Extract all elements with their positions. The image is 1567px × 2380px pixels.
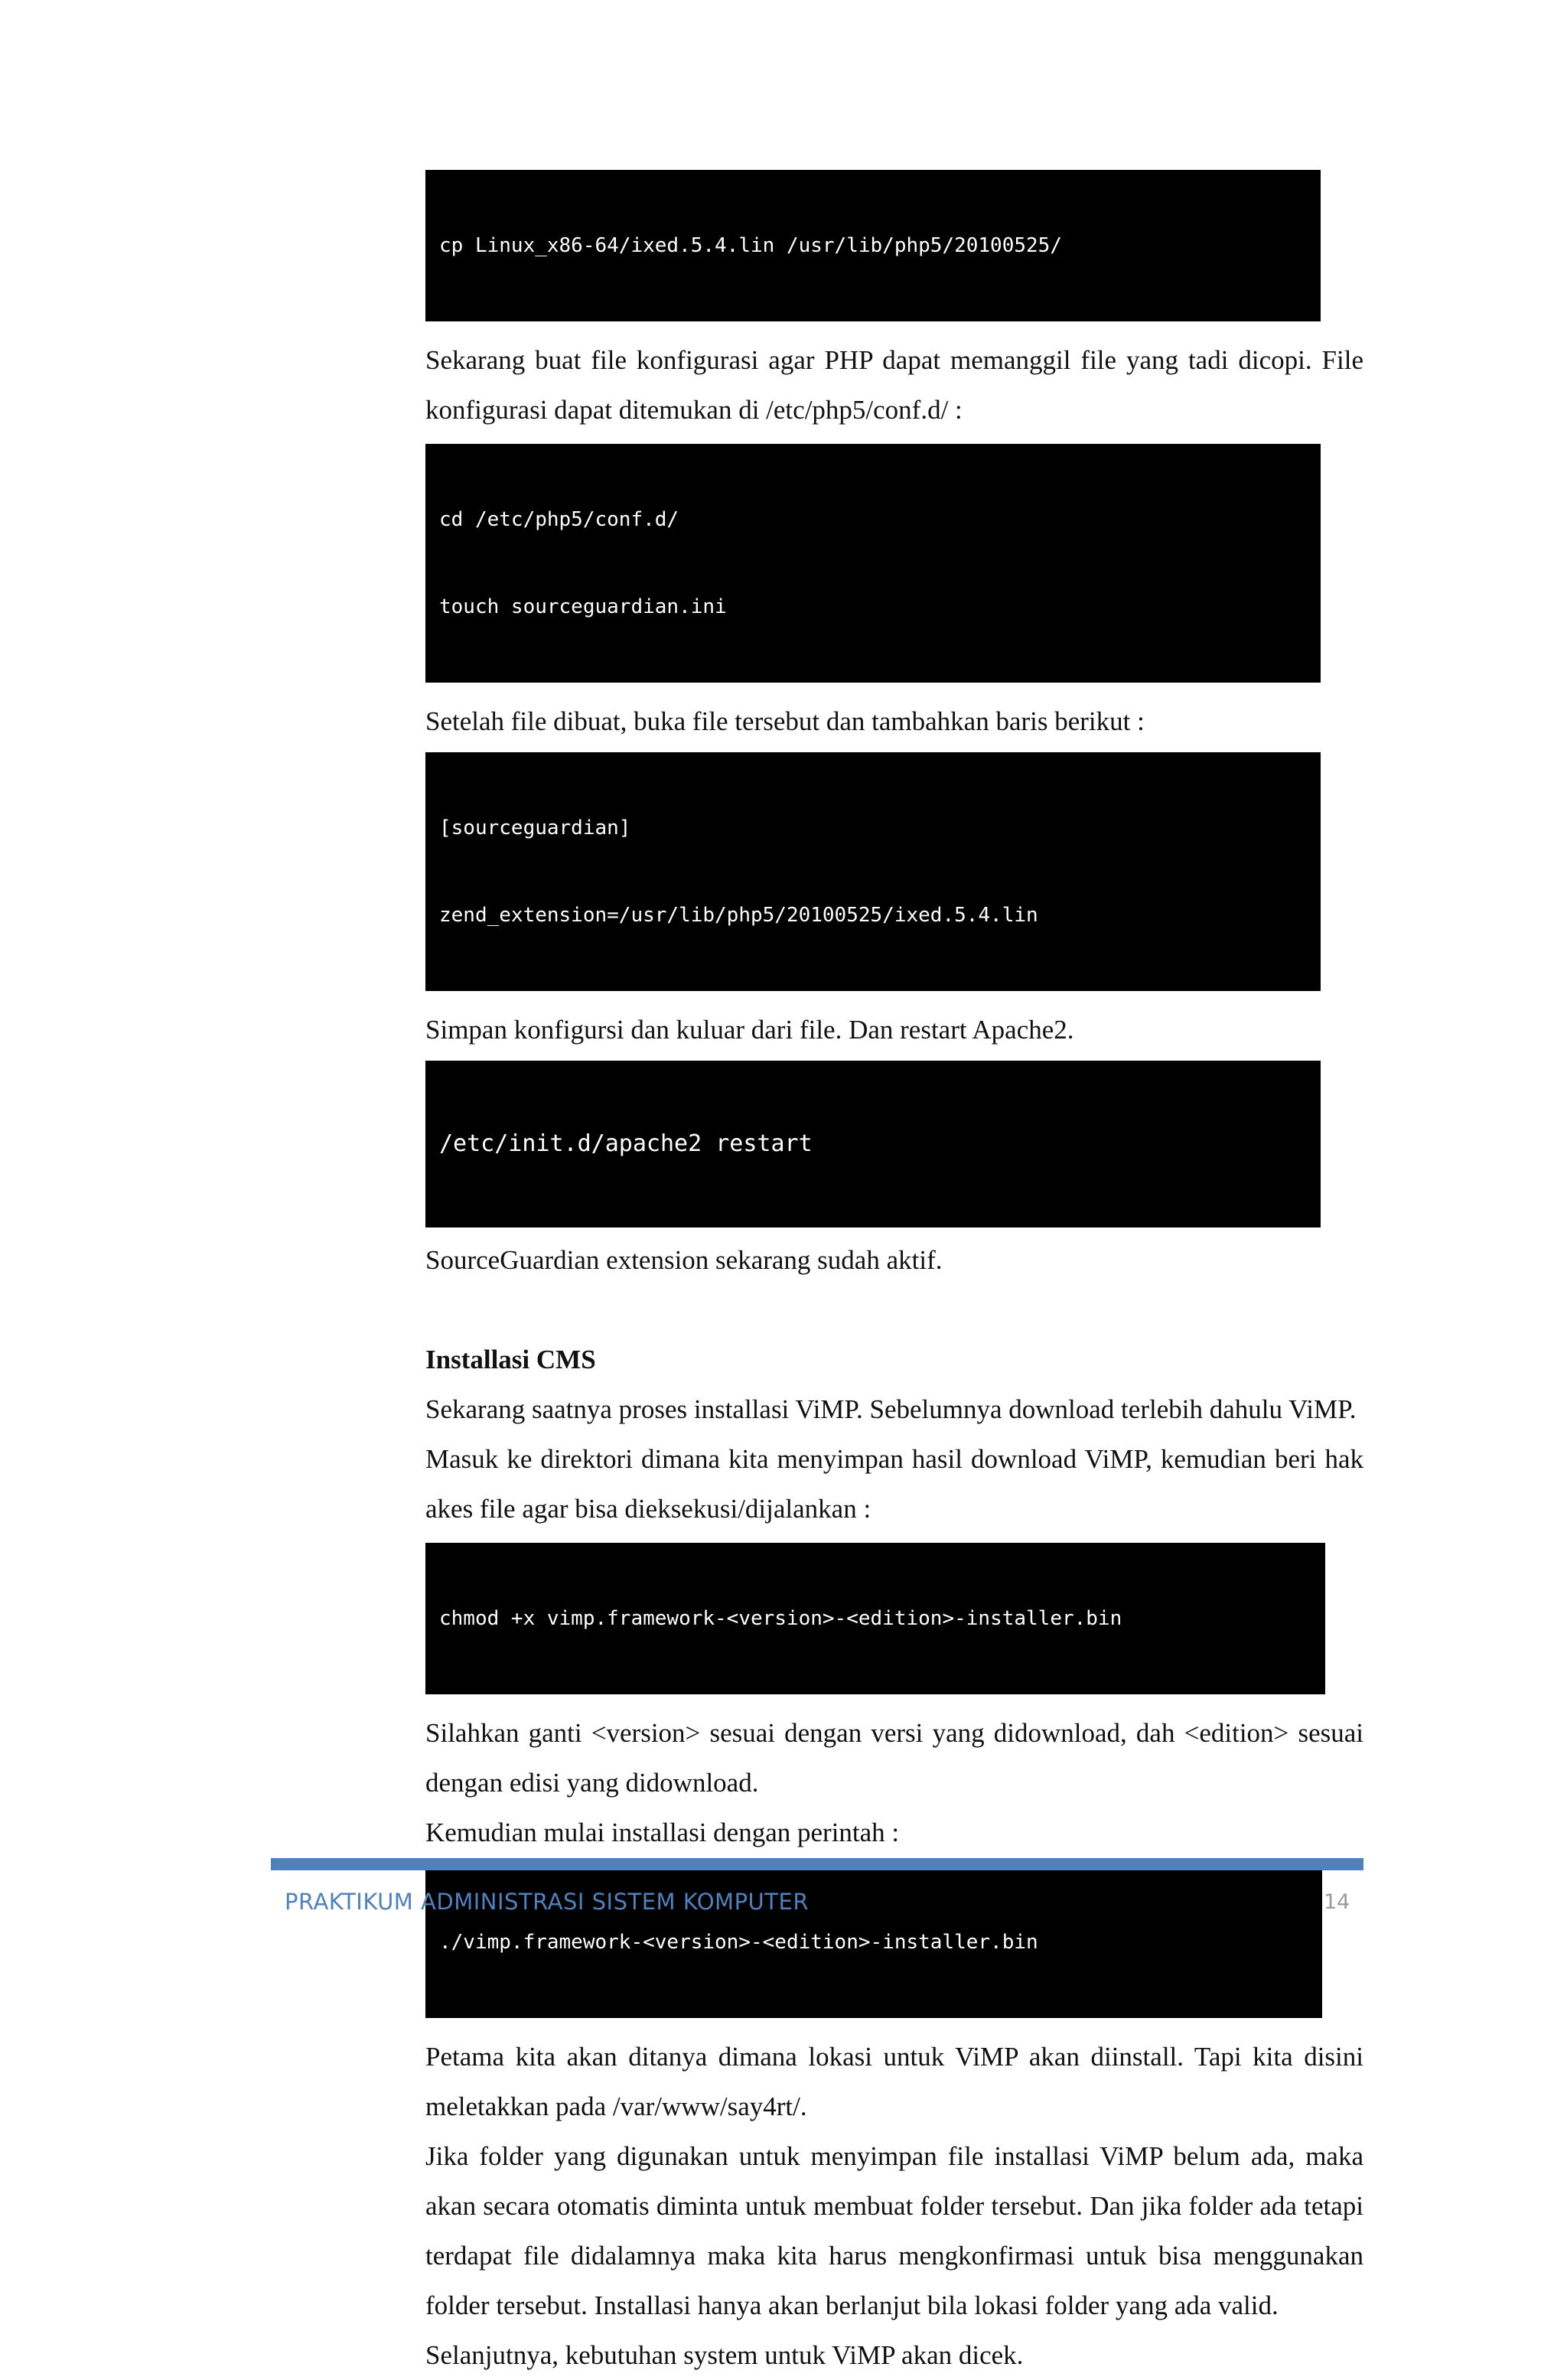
code-line: cp Linux_x86-64/ixed.5.4.lin /usr/lib/php5/20100525/ bbox=[439, 234, 1062, 257]
code-block-restart bbox=[425, 1061, 1321, 1227]
code-line: touch sourceguardian.ini bbox=[439, 595, 727, 618]
code-block-cp bbox=[425, 170, 1321, 321]
code-block-chmod bbox=[425, 1543, 1325, 1694]
footer-title: PRAKTIKUM ADMINISTRASI SISTEM KOMPUTER bbox=[285, 1889, 809, 1915]
code-line: /etc/init.d/apache2 restart bbox=[439, 1130, 813, 1157]
paragraph: Setelah file dibuat, buka file tersebut dan tambahkan baris berikut : bbox=[425, 706, 1145, 736]
paragraph: Silahkan ganti <version> sesuai dengan versi yang didownload, dah <edition> sesuai dengan edisi yang didownload. bbox=[425, 1718, 1363, 1798]
paragraph: Petama kita akan ditanya dimana lokasi untuk ViMP akan diinstall. Tapi kita disini meletakkan pada /var/www/say4rt/. bbox=[425, 2042, 1363, 2121]
section-heading: Installasi CMS bbox=[425, 1345, 596, 1374]
paragraph: SourceGuardian extension sekarang sudah aktif. bbox=[425, 1245, 943, 1275]
code-line: [sourceguardian] bbox=[439, 817, 631, 840]
paragraph: Kemudian mulai installasi dengan perintah : bbox=[425, 1818, 900, 1847]
paragraph: Sekarang saatnya proses installasi ViMP. Sebelumnya download terlebih dahulu ViMP. bbox=[425, 1394, 1357, 1424]
code-line: chmod +x vimp.framework-<version>-<edition>-installer.bin bbox=[439, 1607, 1122, 1630]
page-content bbox=[425, 170, 1363, 2380]
code-line: zend_extension=/usr/lib/php5/20100525/ixed.5.4.lin bbox=[439, 904, 1038, 927]
code-block-cd bbox=[425, 444, 1321, 683]
code-line: cd /etc/php5/conf.d/ bbox=[439, 508, 679, 531]
code-line: ./vimp.framework-<version>-<edition>-installer.bin bbox=[439, 1931, 1038, 1954]
paragraph: Sekarang buat file konfigurasi agar PHP dapat memanggil file yang tadi dicopi. File konfigurasi dapat ditemukan di /etc/php5/conf.d/ : bbox=[425, 345, 1363, 425]
paragraph: Jika folder yang digunakan untuk menyimpan file installasi ViMP belum ada, maka akan secara otomatis diminta untuk membuat folder tersebut. Dan jika folder ada tetapi terdapat file didalamnya maka kita harus mengkonfirmasi untuk bisa menggunakan folder tersebut. Installasi hanya akan berlanjut bila lokasi folder yang ada valid. bbox=[425, 2141, 1363, 2320]
paragraph: Selanjutnya, kebutuhan system untuk ViMP akan dicek. bbox=[425, 2340, 1024, 2370]
code-block-ini bbox=[425, 752, 1321, 991]
footer-divider bbox=[271, 1858, 1363, 1870]
paragraph: Masuk ke direktori dimana kita menyimpan hasil download ViMP, kemudian beri hak akes file agar bisa dieksekusi/dijalankan : bbox=[425, 1444, 1363, 1524]
page-number: 14 bbox=[1324, 1890, 1350, 1914]
paragraph: Simpan konfigursi dan kuluar dari file. Dan restart Apache2. bbox=[425, 1015, 1074, 1045]
